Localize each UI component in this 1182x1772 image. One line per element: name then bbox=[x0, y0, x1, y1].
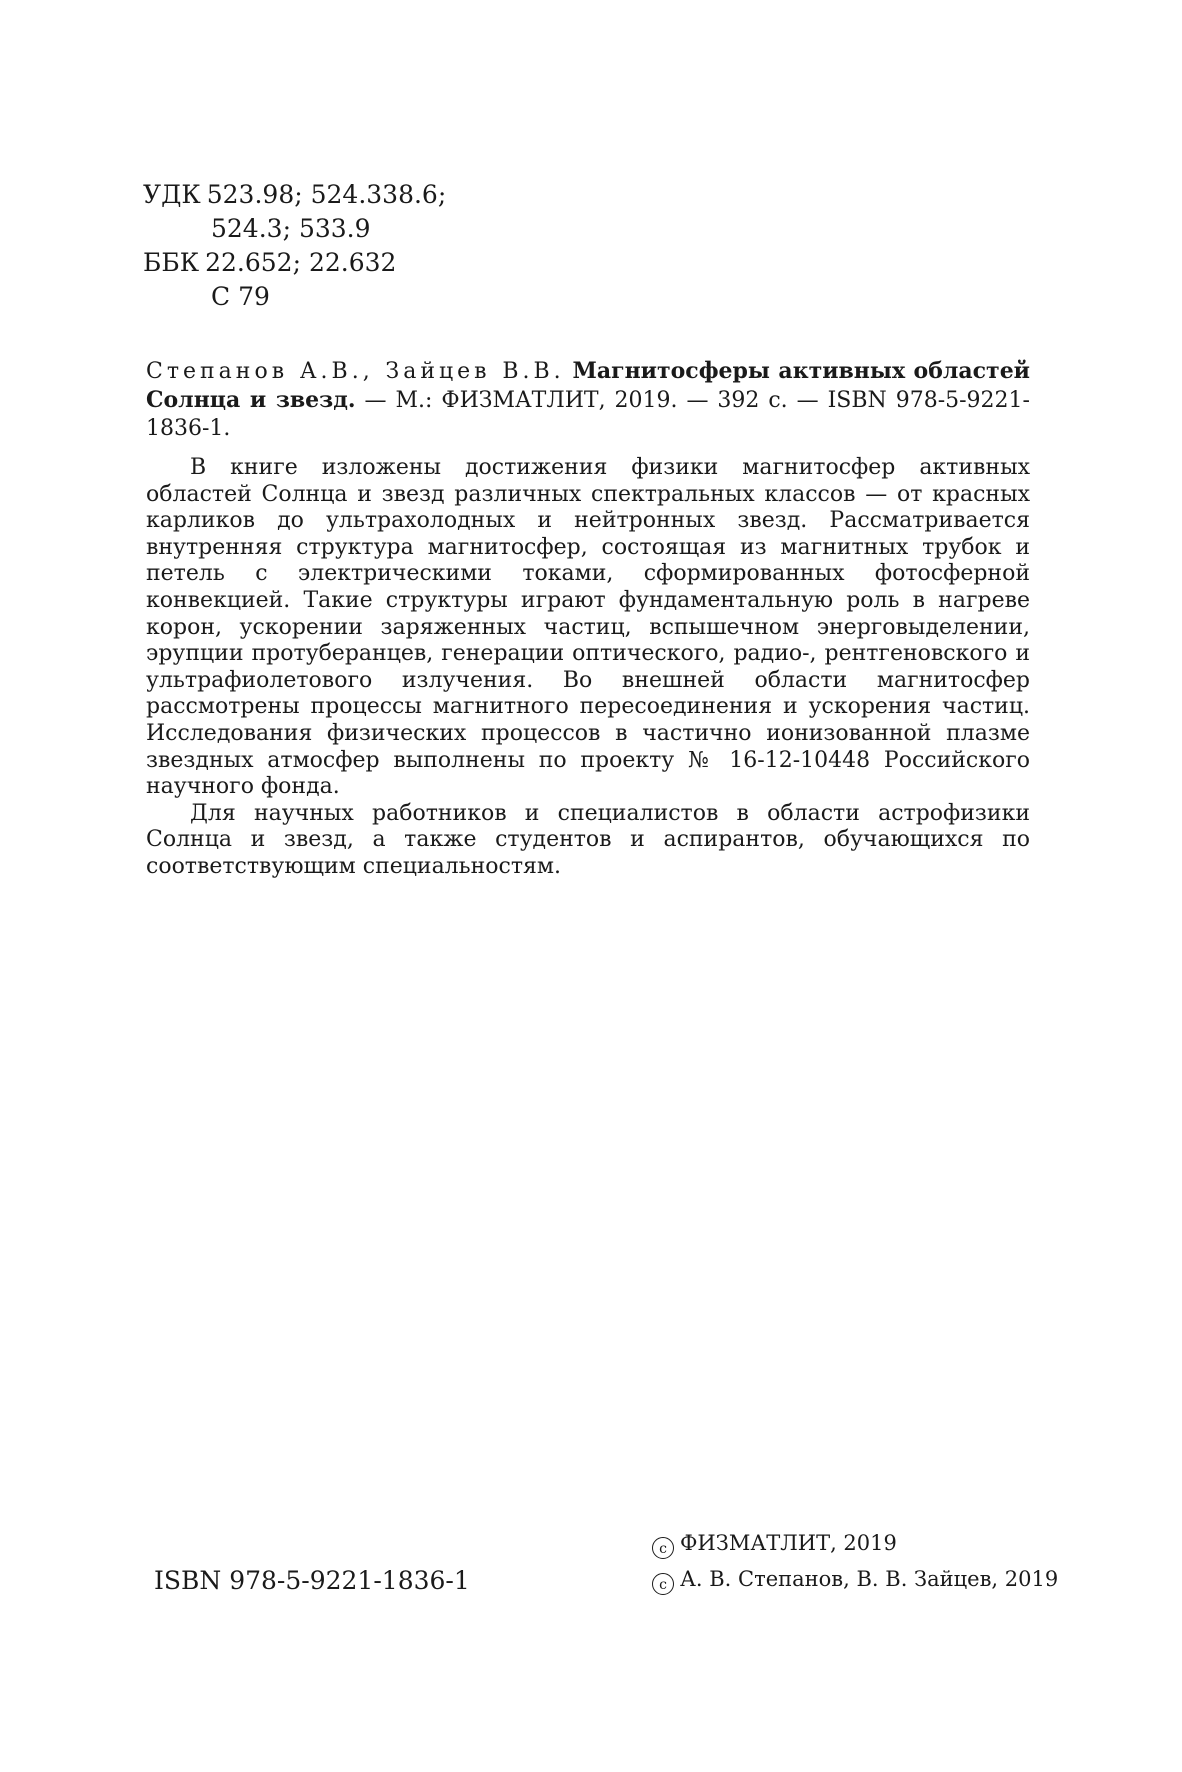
copyright-authors bbox=[652, 1561, 1059, 1597]
copyright-icon: c bbox=[652, 1537, 674, 1559]
abstract bbox=[146, 455, 1030, 881]
udk-codes: 523.98; 524.338.6; bbox=[206, 180, 447, 209]
bbk-label: ББК bbox=[143, 248, 200, 277]
copyright-block bbox=[652, 1525, 1059, 1597]
classification-block bbox=[143, 178, 446, 314]
udk-label: УДК bbox=[143, 180, 201, 209]
bbk-line bbox=[143, 246, 446, 280]
copyright-authors-text: А. В. Степанов, В. В. Зайцев, 2019 bbox=[680, 1567, 1059, 1591]
copyright-publisher-text: ФИЗМАТЛИТ, 2019 bbox=[680, 1531, 897, 1555]
biblio-publication: — М.: ФИЗМАТЛИТ, 2019. — 392 с. — ISBN 978-5-9221-1836-1. bbox=[146, 388, 1030, 441]
author-mark: С 79 bbox=[211, 282, 270, 311]
abstract-paragraph-2: Для научных работников и специалистов в области астрофизики Солнца и звезд, а также студентов и аспирантов, обучающихся по соответствующим специальностям. bbox=[146, 800, 1030, 879]
biblio-title: Магнитосферы активных областей Солнца и звезд. bbox=[146, 358, 1031, 413]
copyright-icon: c bbox=[652, 1573, 674, 1595]
bbk-codes: 22.652; 22.632 bbox=[205, 248, 397, 277]
abstract-paragraph-1: В книге изложены достижения физики магнитосфер активных областей Солнца и звезд различных спектральных классов — от красных карликов до ультрахолодных и нейтронных звезд. Рассматривается внутренняя структура магнитосфер, состоящая из магнитных трубок и петель с электрическими токами, сформированных фотосферной конвекцией. Такие структуры играют фундаментальную роль в нагреве корон, ускорении заряженных частиц, вспышечном энерговыделении, эрупции протуберанцев, генерации оптического, радио-, рентгеновского и ультрафиолетового излучения. Во внешней области магнитосфер рассмотрены процессы магнитного пересоединения и ускорения частиц. Исследования физических процессов в частично ионизованной плазме звездных атмосфер выполнены по проекту № 16-12-10448 Российского научного фонда. bbox=[146, 455, 1030, 800]
udk-codes-continued: 524.3; 533.9 bbox=[211, 214, 371, 243]
bibliographic-record bbox=[146, 357, 1030, 443]
biblio-authors: Степанов А.В., Зайцев В.В. bbox=[146, 359, 565, 384]
isbn: ISBN 978-5-9221-1836-1 bbox=[154, 1566, 470, 1595]
udk-line bbox=[143, 178, 446, 212]
copyright-publisher bbox=[652, 1525, 1030, 1561]
